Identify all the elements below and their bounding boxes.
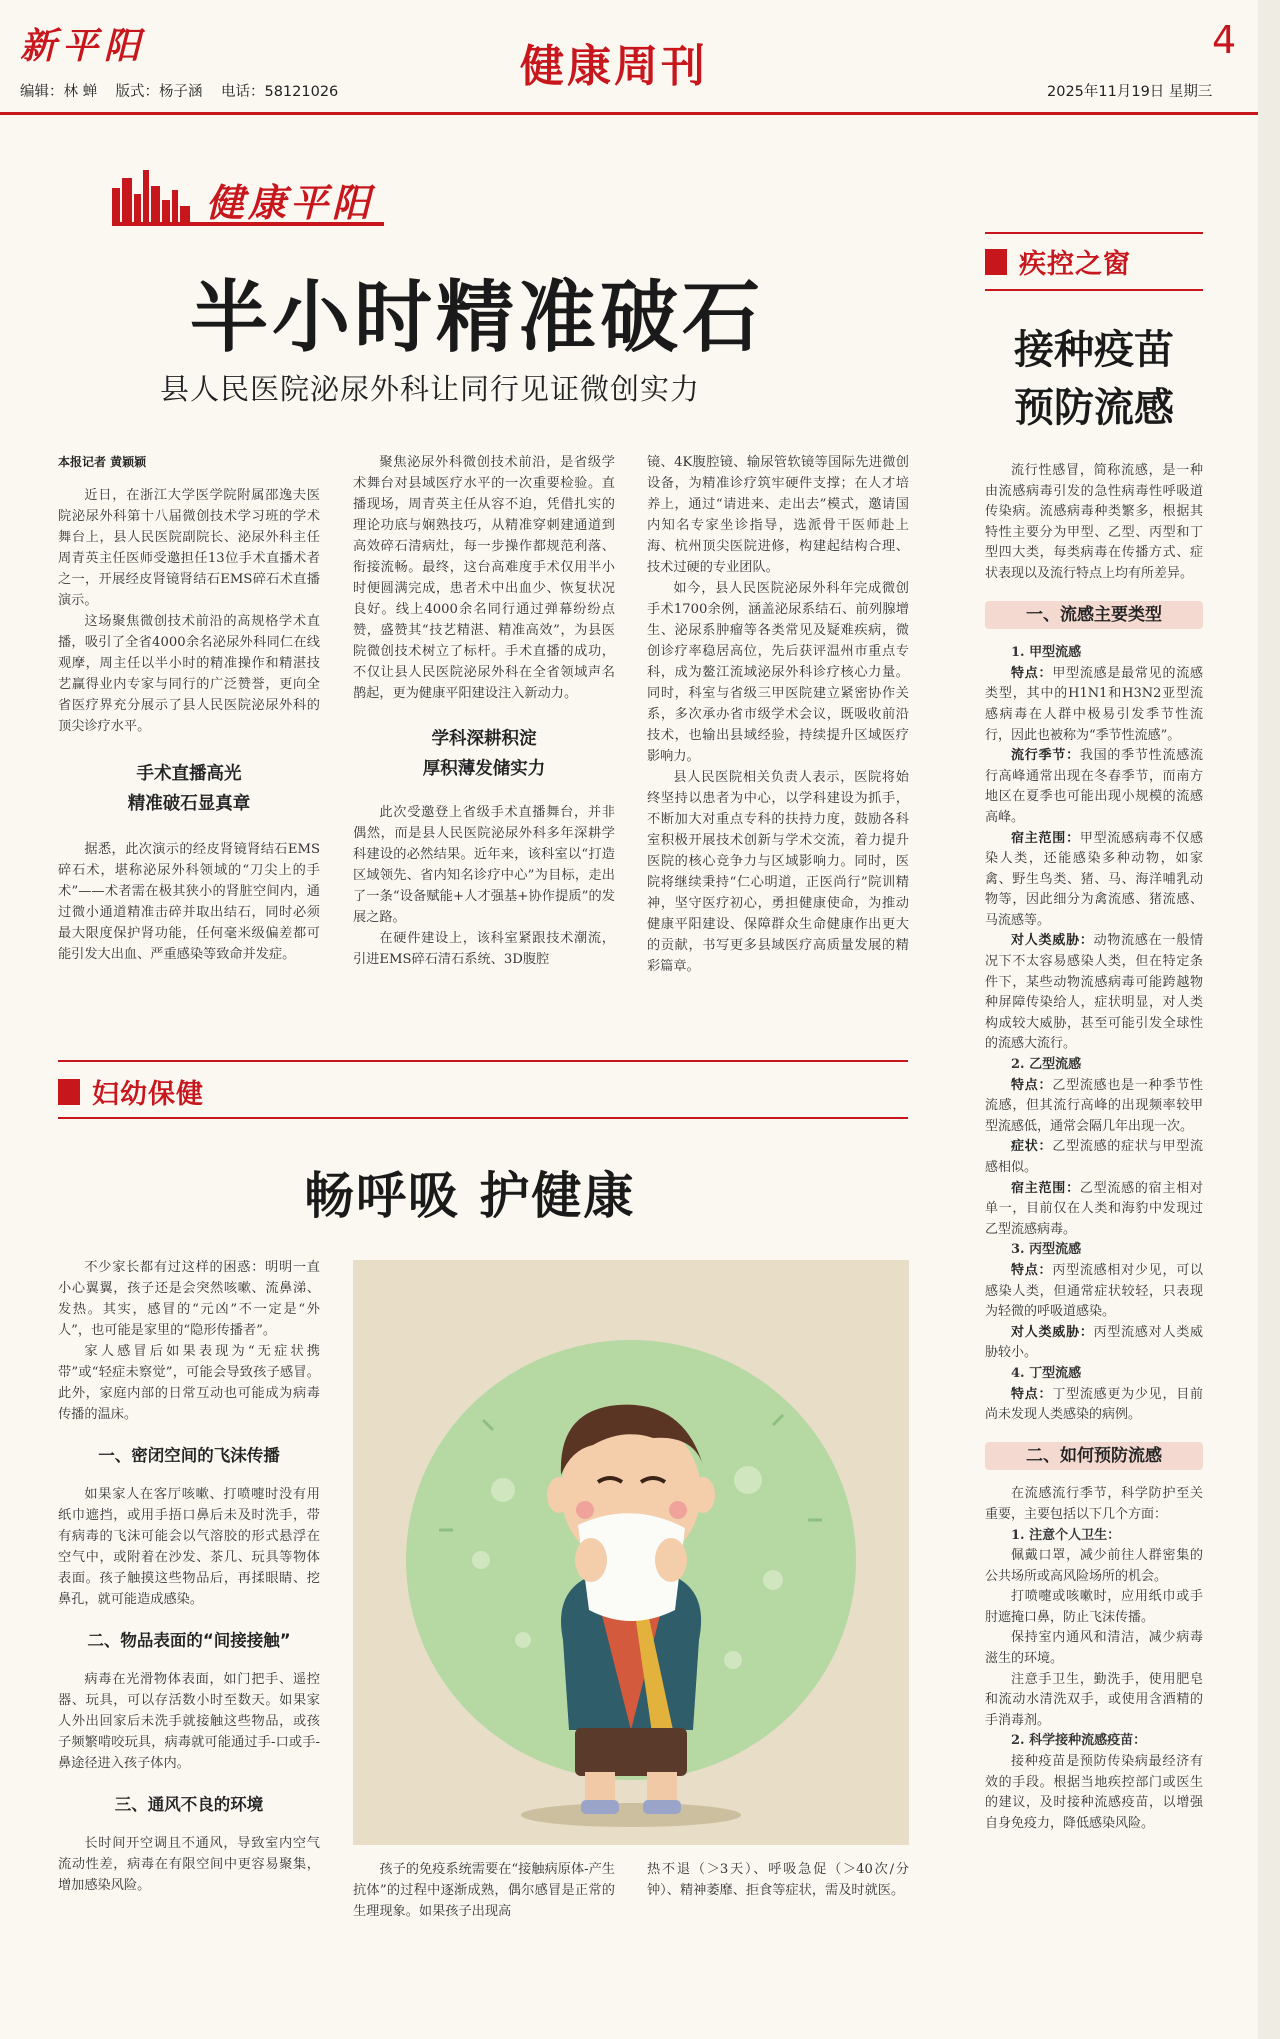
type-heading: 3. 丙型流感 bbox=[1011, 1242, 1082, 1258]
maternal-column-2 bbox=[353, 1859, 615, 1922]
prevention-item: 注意手卫生，勤洗手，使用肥皂和流动水清洗双手，或使用含酒精的手消毒剂。 bbox=[985, 1671, 1203, 1728]
illustration-svg bbox=[353, 1260, 909, 1845]
phone-credit: 电话：58121026 bbox=[220, 84, 339, 100]
lead-paragraph: 镜、4K腹腔镜、输尿管软镜等国际先进微创设备，为精准诊疗筑牢硬件支撑；在人才培养上，通过“请进来、走出去”模式，邀请国内知名专家坐诊指导，选派骨干医师赴上海、杭州顶尖医院进修，构建起结构合理、技术过硬的专业团队。 bbox=[647, 455, 909, 575]
maternal-section-header bbox=[58, 1072, 204, 1111]
disease-heading-2: 二、如何预防流感 bbox=[985, 1442, 1203, 1471]
maternal-paragraph: 如果家人在客厅咳嗽、打喷嚏时没有用纸巾遮挡，或用手捂口鼻后未及时洗手，带有病毒的飞沫可能会以气溶胶的形式悬浮在空气中，或附着在沙发、茶几、玩具等物体表面。孩子触摸这些物品后，再揉眼睛、挖鼻孔，就可能造成感染。 bbox=[58, 1487, 320, 1607]
subhead-line: 精准破石显真章 bbox=[127, 794, 251, 814]
type-heading: 2. 乙型流感 bbox=[1011, 1057, 1082, 1073]
maternal-paragraph: 病毒在光滑物体表面，如门把手、遥控器、玩具，可以存活数小时至数天。如果家人外出回家后未洗手就接触这些物品，或孩子频繁啃咬玩具，病毒就可能通过手-口或手-鼻途径进入孩子体内。 bbox=[58, 1672, 320, 1771]
type-heading: 1. 甲型流感 bbox=[1011, 645, 1082, 661]
newspaper-logo: 新平阳 bbox=[20, 25, 147, 67]
masthead bbox=[0, 0, 1280, 120]
subhead-line: 手术直播高光 bbox=[136, 764, 242, 784]
type-item: 对人类威胁：动物流感在一般情况下不太容易感染人类，但在特定条件下，某些动物流感病毒可能跨越物种屏障传染给人，症状明显，对人类构成较大威胁，甚至可能引发全球性的流感大流行。 bbox=[985, 933, 1203, 1052]
maternal-paragraph: 热不退（＞3天）、呼吸急促（＞40次/分钟）、精神萎靡、拒食等症状，需及时就医。 bbox=[647, 1862, 909, 1898]
disease-intro: 流行性感冒，简称流感，是一种由流感病毒引发的急性病毒性呼吸道传染病。流感病毒种类繁多，根据其特性主要分为甲型、乙型、丙型和丁型四大类，每类病毒在传播方式、症状表现以及流行特点上均有所差异。 bbox=[985, 463, 1203, 581]
headline-line: 预防流感 bbox=[1014, 385, 1174, 431]
lead-paragraph: 县人民医院相关负责人表示，医院将始终坚持以患者为中心，以学科建设为抓手，不断加大对重点专科的扶持力度，鼓励各科室积极开展技术创新与学术交流，着力提升医院的核心竞争力与区域影响力。同时，医院将继续秉持“仁心明道，正医尚行”院训精神，坚守医疗初心，勇担健康使命，为推动健康平阳建设、保障群众生命健康作出更大的贡献，书写更多县域医疗高质量发展的精彩篇章。 bbox=[647, 770, 909, 974]
lead-paragraph: 在硬件建设上，该科室紧跟技术潮流，引进EMS碎石清石系统、3D腹腔 bbox=[353, 931, 615, 967]
lead-subhead-2 bbox=[353, 724, 615, 784]
lead-paragraph: 这场聚焦微创技术前沿的高规格学术直播，吸引了全省4000余名泌尿外科同仁在线观摩，周主任以半小时的精准操作和精湛技艺赢得业内专家与同行的广泛赞誉，更向全省医疗界充分展示了县人民医院泌尿外科的顶尖诊疗水平。 bbox=[58, 614, 320, 734]
disease-section-header bbox=[985, 242, 1203, 281]
maternal-column-1 bbox=[58, 1257, 320, 1896]
type-item: 流行季节：我国的季节性流感流行高峰通常出现在冬春季节，而南方地区在夏季也可能出现小规模的流感高峰。 bbox=[985, 748, 1203, 825]
lead-column-3 bbox=[647, 452, 909, 977]
maternal-heading-2: 二、物品表面的“间接接触” bbox=[87, 1631, 291, 1650]
lead-subhead-1 bbox=[58, 759, 320, 819]
disease-section-name: 疾控之窗 bbox=[1019, 249, 1131, 280]
type-heading: 4. 丁型流感 bbox=[1011, 1365, 1082, 1381]
editor-credit: 编辑：林 蝉 bbox=[20, 84, 98, 100]
maternal-column-3 bbox=[647, 1859, 909, 1901]
lead-headline: 半小时精准破石 bbox=[190, 273, 765, 363]
type-item: 特点：丁型流感更为少见，目前尚未发现人类感染的病例。 bbox=[985, 1386, 1203, 1423]
maternal-section-name: 妇幼保健 bbox=[92, 1079, 204, 1110]
maternal-paragraph: 家人感冒后如果表现为“无症状携带”或“轻症未察觉”，可能会导致孩子感冒。此外，家庭内部的日常互动也可能成为病毒传播的温床。 bbox=[58, 1344, 320, 1422]
type-item: 症状：乙型流感的症状与甲型流感相似。 bbox=[985, 1139, 1203, 1175]
section-marker bbox=[58, 1079, 80, 1105]
prevention-item: 保持室内通风和清洁，减少病毒滋生的环境。 bbox=[985, 1630, 1203, 1667]
type-item: 特点：丙型流感相对少见，可以感染人类，但通常症状较轻，只表现为轻微的呼吸道感染。 bbox=[985, 1262, 1203, 1320]
masthead-rule bbox=[0, 112, 1258, 115]
prevention-heading: 2. 科学接种流感疫苗： bbox=[1011, 1733, 1147, 1749]
headline-line: 接种疫苗 bbox=[1014, 327, 1174, 373]
page-number: 4 bbox=[1212, 18, 1237, 62]
column-logo-text: 健康平阳 bbox=[206, 180, 375, 225]
prevention-item: 打喷嚏或咳嗽时，应用纸巾或手肘遮掩口鼻，防止飞沫传播。 bbox=[985, 1589, 1203, 1625]
type-item: 对人类威胁：丙型流感对人类威胁较小。 bbox=[985, 1324, 1203, 1361]
disease-heading-1: 一、流感主要类型 bbox=[985, 601, 1203, 630]
type-item: 特点：甲型流感是最常见的流感类型，其中的H1N1和H3N2亚型流感病毒在人群中极易引发季节性流行，因此也被称为“季节性流感”。 bbox=[985, 665, 1203, 743]
maternal-paragraph: 孩子的免疫系统需要在“接触病原体-产生抗体”的过程中逐渐成熟，偶尔感冒是正常的生理现象。如果孩子出现高 bbox=[353, 1862, 615, 1919]
prevention-item: 佩戴口罩，减少前往人群密集的公共场所或高风险场所的机会。 bbox=[985, 1548, 1203, 1584]
lead-paragraph: 如今，县人民医院泌尿外科年完成微创手术1700余例，涵盖泌尿系结石、前列腺增生、泌尿系肿瘤等各类常见及疑难疾病，微创诊疗率稳居高位，先后获评温州市重点专科，成为鳌江流域泌尿外科诊疗核心力量。同时，科室与省级三甲医院建立紧密协作关系，多次承办省市级学术会议，既吸收前沿技术，也输出县域经验，持续提升区域医疗影响力。 bbox=[647, 581, 909, 764]
disease-headline bbox=[985, 321, 1203, 437]
lead-column-2 bbox=[353, 452, 615, 970]
issue-date: 2025年11月19日 星期三 bbox=[1047, 84, 1213, 100]
lead-paragraph: 近日，在浙江大学医学院附属邵逸夫医院泌尿外科第十八届微创技术学习班的学术舞台上，县人民医院副院长、泌尿外科主任周青英主任医师受邀担任13位手术直播术者之一，开展经皮肾镜肾结石EMS碎石术直播演示。 bbox=[58, 488, 320, 608]
layout-credit: 版式：杨子涵 bbox=[115, 84, 203, 100]
sidebar-top-rule bbox=[985, 232, 1203, 234]
maternal-paragraph: 不少家长都有过这样的困惑：明明一直小心翼翼，孩子还是会突然咳嗽、流鼻涕、发热。其实，感冒的“元凶”不一定是“外人”，也可能是家里的“隐形传播者”。 bbox=[58, 1260, 320, 1338]
type-item: 特点：乙型流感也是一种季节性流感，但其流行高峰的出现频率较甲型流感低，通常会隔几年出现一次。 bbox=[985, 1077, 1203, 1134]
masthead-credits bbox=[20, 80, 338, 101]
prevention-heading: 1. 注意个人卫生： bbox=[1011, 1527, 1121, 1543]
prevention-intro: 在流感流行季节，科学防护至关重要，主要包括以下几个方面： bbox=[985, 1486, 1203, 1522]
lead-subheadline: 县人民医院泌尿外科让同行见证微创实力 bbox=[160, 372, 701, 406]
lead-paragraph: 聚焦泌尿外科微创技术前沿，是省级学术舞台对县域医疗水平的一次重要检验。直播现场，周青英主任从容不迫，凭借扎实的理论功底与娴熟技巧，从精准穿刺建通道到高效碎石清病灶，每一步操作都规范利落、衔接流畅。最终，这台高难度手术仅用半小时便圆满完成，患者术中出血少、恢复状况良好。线上4000余名同行通过弹幕纷纷点赞，盛赞其“技艺精湛、精准高效”，为县医院微创技术树立了标杆。手术直播的成功，不仅让县人民医院泌尿外科在全省领域声名鹊起，更为健康平阳建设注入新动力。 bbox=[353, 455, 615, 701]
section-marker bbox=[985, 249, 1007, 275]
type-item: 宿主范围：甲型流感病毒不仅感染人类，还能感染多种动物，如家禽、野生鸟类、猪、马、海洋哺乳动物等，因此细分为禽流感、猪流感、马流感等。 bbox=[985, 830, 1203, 928]
maternal-paragraph: 长时间开空调且不通风，导致室内空气流动性差，病毒在有限空间中更容易聚集，增加感染风险。 bbox=[58, 1836, 320, 1893]
lead-paragraph: 据悉，此次演示的经皮肾镜肾结石EMS碎石术，堪称泌尿外科领域的“刀尖上的手术”——术者需在极其狭小的肾脏空间内，通过微小通道精准击碎并取出结石，同时必须最大限度保护肾功能，任何毫米级偏差都可能引发大出血、严重感染等致命并发症。 bbox=[58, 842, 320, 962]
section-divider bbox=[58, 1060, 908, 1062]
lead-paragraph: 此次受邀登上省级手术直播舞台，并非偶然，而是县人民医院泌尿外科多年深耕学科建设的必然结果。近年来，该科室以“打造区域领先、省内知名诊疗中心”为目标，走出了一条“设备赋能+人才强基+协作提质”的发展之路。 bbox=[353, 805, 615, 925]
maternal-heading-3: 三、通风不良的环境 bbox=[114, 1795, 264, 1814]
maternal-headline: 畅呼吸 护健康 bbox=[304, 1167, 636, 1225]
prevention-item: 接种疫苗是预防传染病最经济有效的手段。根据当地疾控部门或医生的建议，及时接种流感疫苗，以增强自身免疫力，降低感染风险。 bbox=[985, 1754, 1203, 1831]
sidebar-bottom-rule bbox=[985, 289, 1203, 291]
subhead-line: 厚积薄发储实力 bbox=[422, 759, 546, 779]
child-sneezing-illustration bbox=[353, 1260, 909, 1845]
page-edge bbox=[1258, 0, 1280, 2039]
section-title: 健康周刊 bbox=[520, 41, 708, 92]
column-logo bbox=[112, 160, 384, 226]
disease-body bbox=[985, 461, 1203, 1834]
maternal-heading-1: 一、密闭空间的飞沫传播 bbox=[98, 1446, 280, 1465]
disease-sidebar bbox=[985, 232, 1203, 1834]
lead-column-1 bbox=[58, 452, 320, 965]
maternal-divider bbox=[58, 1117, 908, 1119]
subhead-line: 学科深耕积淀 bbox=[431, 729, 537, 749]
type-item: 宿主范围：乙型流感的宿主相对单一，目前仅在人类和海豹中发现过乙型流感病毒。 bbox=[985, 1180, 1203, 1237]
byline: 本报记者 黄颖颖 bbox=[58, 455, 147, 469]
